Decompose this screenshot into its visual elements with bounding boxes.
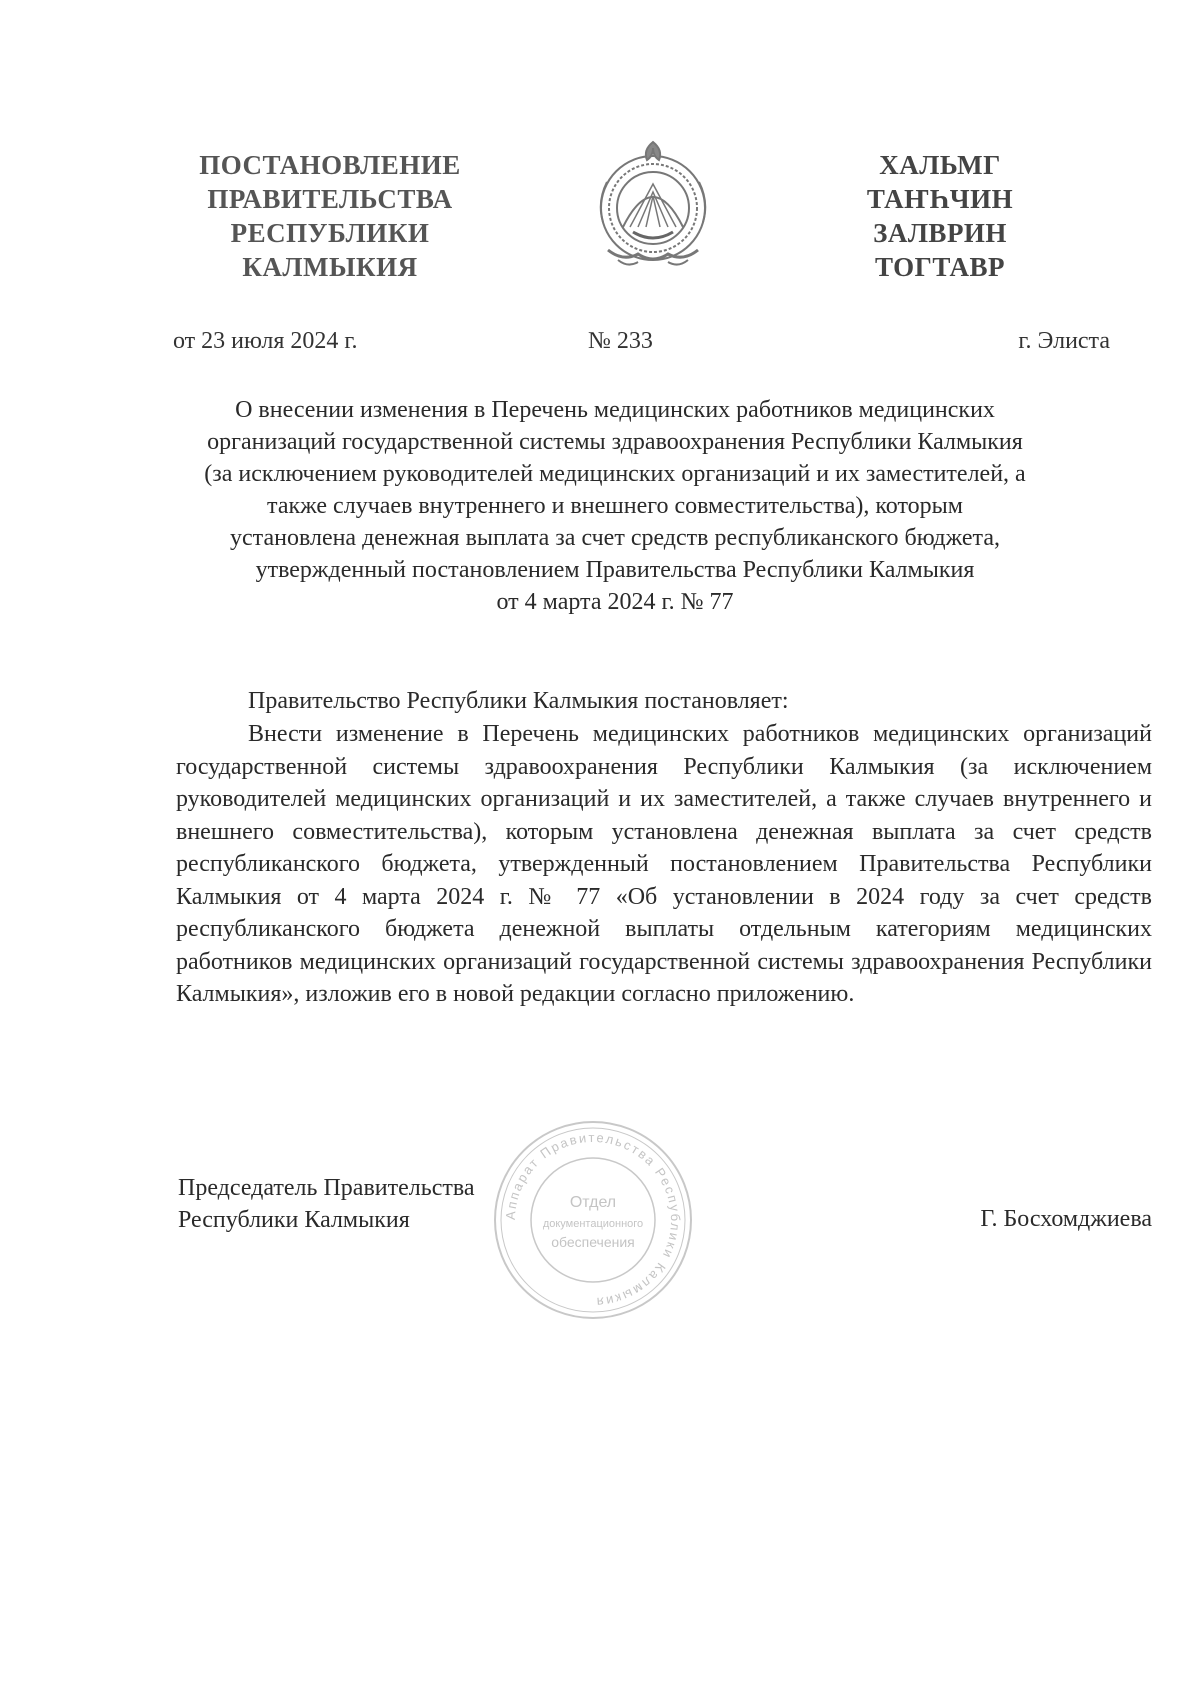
header-left-line: КАЛМЫКИЯ	[242, 252, 418, 282]
stamp-ring-text: Аппарат Правительства Республики Калмыкия	[502, 1129, 684, 1311]
signatory-name: Г. Босхомджиева	[980, 1206, 1152, 1232]
title-line: от 4 марта 2024 г. № 77	[496, 589, 734, 615]
intro-line: Правительство Республики Калмыкия постановляет:	[248, 688, 789, 714]
title-line: О внесении изменения в Перечень медицинских работников медицинских	[235, 397, 995, 423]
document-title	[150, 394, 1080, 618]
signatory-title-line: Председатель Правительства	[178, 1175, 475, 1201]
header-right-line: ТАҤҺЧИН	[866, 184, 1014, 214]
header-left-line: РЕСПУБЛИКИ	[230, 218, 430, 248]
document-number: № 233	[588, 328, 653, 354]
stamp-center-line: обеспечения	[551, 1234, 635, 1250]
document-city: г. Элиста	[1018, 328, 1110, 354]
header-right-line: ЗАЛВРИН	[873, 218, 1007, 248]
header-left-title	[150, 148, 510, 284]
document-date: от 23 июля 2024 г.	[173, 328, 358, 354]
signatory-title	[178, 1172, 475, 1236]
header-left-line: ПОСТАНОВЛЕНИЕ	[199, 150, 461, 180]
title-line: (за исключением руководителей медицинских организаций и их заместителей, а	[204, 461, 1026, 487]
stamp-center-line: документационного	[542, 1218, 644, 1230]
signatory-title-line: Республики Калмыкия	[178, 1207, 410, 1233]
header-right-line: ТОГТАВР	[875, 252, 1005, 282]
coat-of-arms-icon	[578, 132, 728, 282]
title-line: утвержденный постановлением Правительства Республики Калмыкия	[255, 557, 975, 583]
body-paragraph: Внести изменение в Перечень медицинских работников медицинских организаций государственной системы здравоохранения Республики Калмыкия (за исключением руководителей медицинских организаций и их заместителей, а также случаев внутреннего и внешнего совместительства), которым установлена денежная выплата за счет средств республиканского бюджета, утвержденный постановлением Правительства Республики Калмыкия от 4 марта 2024 г. № 77 «Об установлении в 2024 году за счет средств республиканского бюджета денежной выплаты отдельным категориям медицинских работников медицинских организаций государственной системы здравоохранения Республики Калмыкия», изложив его в новой редакции согласно приложению.	[176, 721, 1152, 1007]
header-right-line: ХАЛЬМГ	[879, 150, 1001, 180]
title-line: организаций государственной системы здравоохранения Республики Калмыкия	[207, 429, 1023, 455]
header-left-line: ПРАВИТЕЛЬСТВА	[207, 184, 453, 214]
stamp-icon	[488, 1115, 698, 1325]
title-line: также случаев внутреннего и внешнего совместительства), которым	[267, 493, 963, 519]
header-right-title	[790, 148, 1090, 284]
title-line: установлена денежная выплата за счет средств республиканского бюджета,	[230, 525, 1000, 551]
stamp-center-line: Отдел	[569, 1194, 617, 1211]
